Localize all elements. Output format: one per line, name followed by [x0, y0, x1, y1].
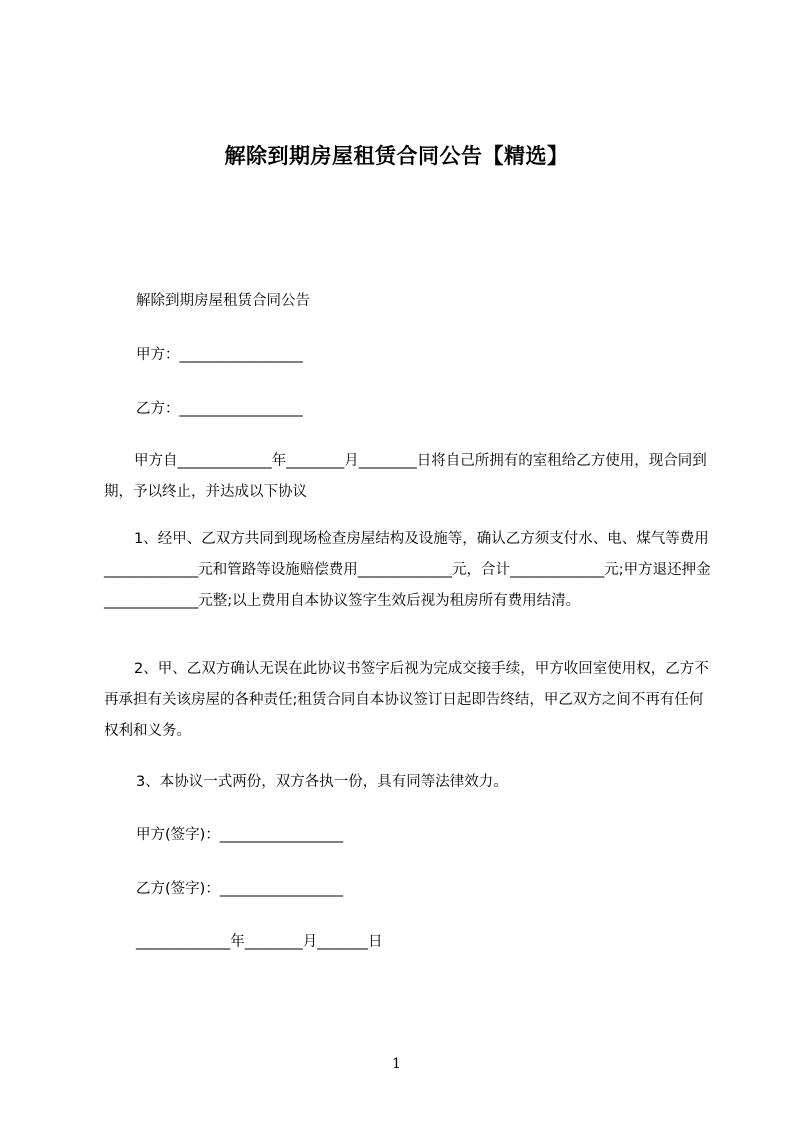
page-number: 1 [392, 1056, 401, 1072]
signature-a-line: 甲方(签字)：_________________ [136, 827, 344, 843]
party-b-line: 乙方：_________________ [136, 401, 303, 417]
date-line: _____________年________月_______日 [136, 934, 383, 950]
clause-2-paragraph: 2、甲、乙双方确认无误在此协议书签字后视为完成交接手续，甲方收回室使用权，乙方不再承担有关该房屋的各种责任;租赁合同自本协议签订日起即告终结，甲乙双方之间不再有任何权利和义务。 [104, 661, 709, 739]
intro-paragraph: 甲方自_____________年________月________日将自己所拥有的室租给乙方使用，现合同到期，予以终止，并达成以下协议 [104, 453, 707, 500]
document-title: 解除到期房屋租赁合同公告【精选】 [224, 144, 569, 168]
signature-b-line: 乙方(签字)：_________________ [136, 881, 344, 897]
clause-3-line: 3、本协议一式两份，双方各执一份，具有同等法律效力。 [136, 774, 508, 790]
document-subtitle: 解除到期房屋租赁合同公告 [136, 293, 310, 309]
clause-1-paragraph: 1、经甲、乙双方共同到现场检查房屋结构及设施等，确认乙方须支付水、电、煤气等费用_____________元和管路等设施赔偿费用_____________元，合计_____________元;甲方退还押金_____________元整;以上费用自本协议签字生效后视为租房所有费用结清。 [104, 531, 711, 609]
party-a-line: 甲方：_________________ [136, 347, 303, 363]
